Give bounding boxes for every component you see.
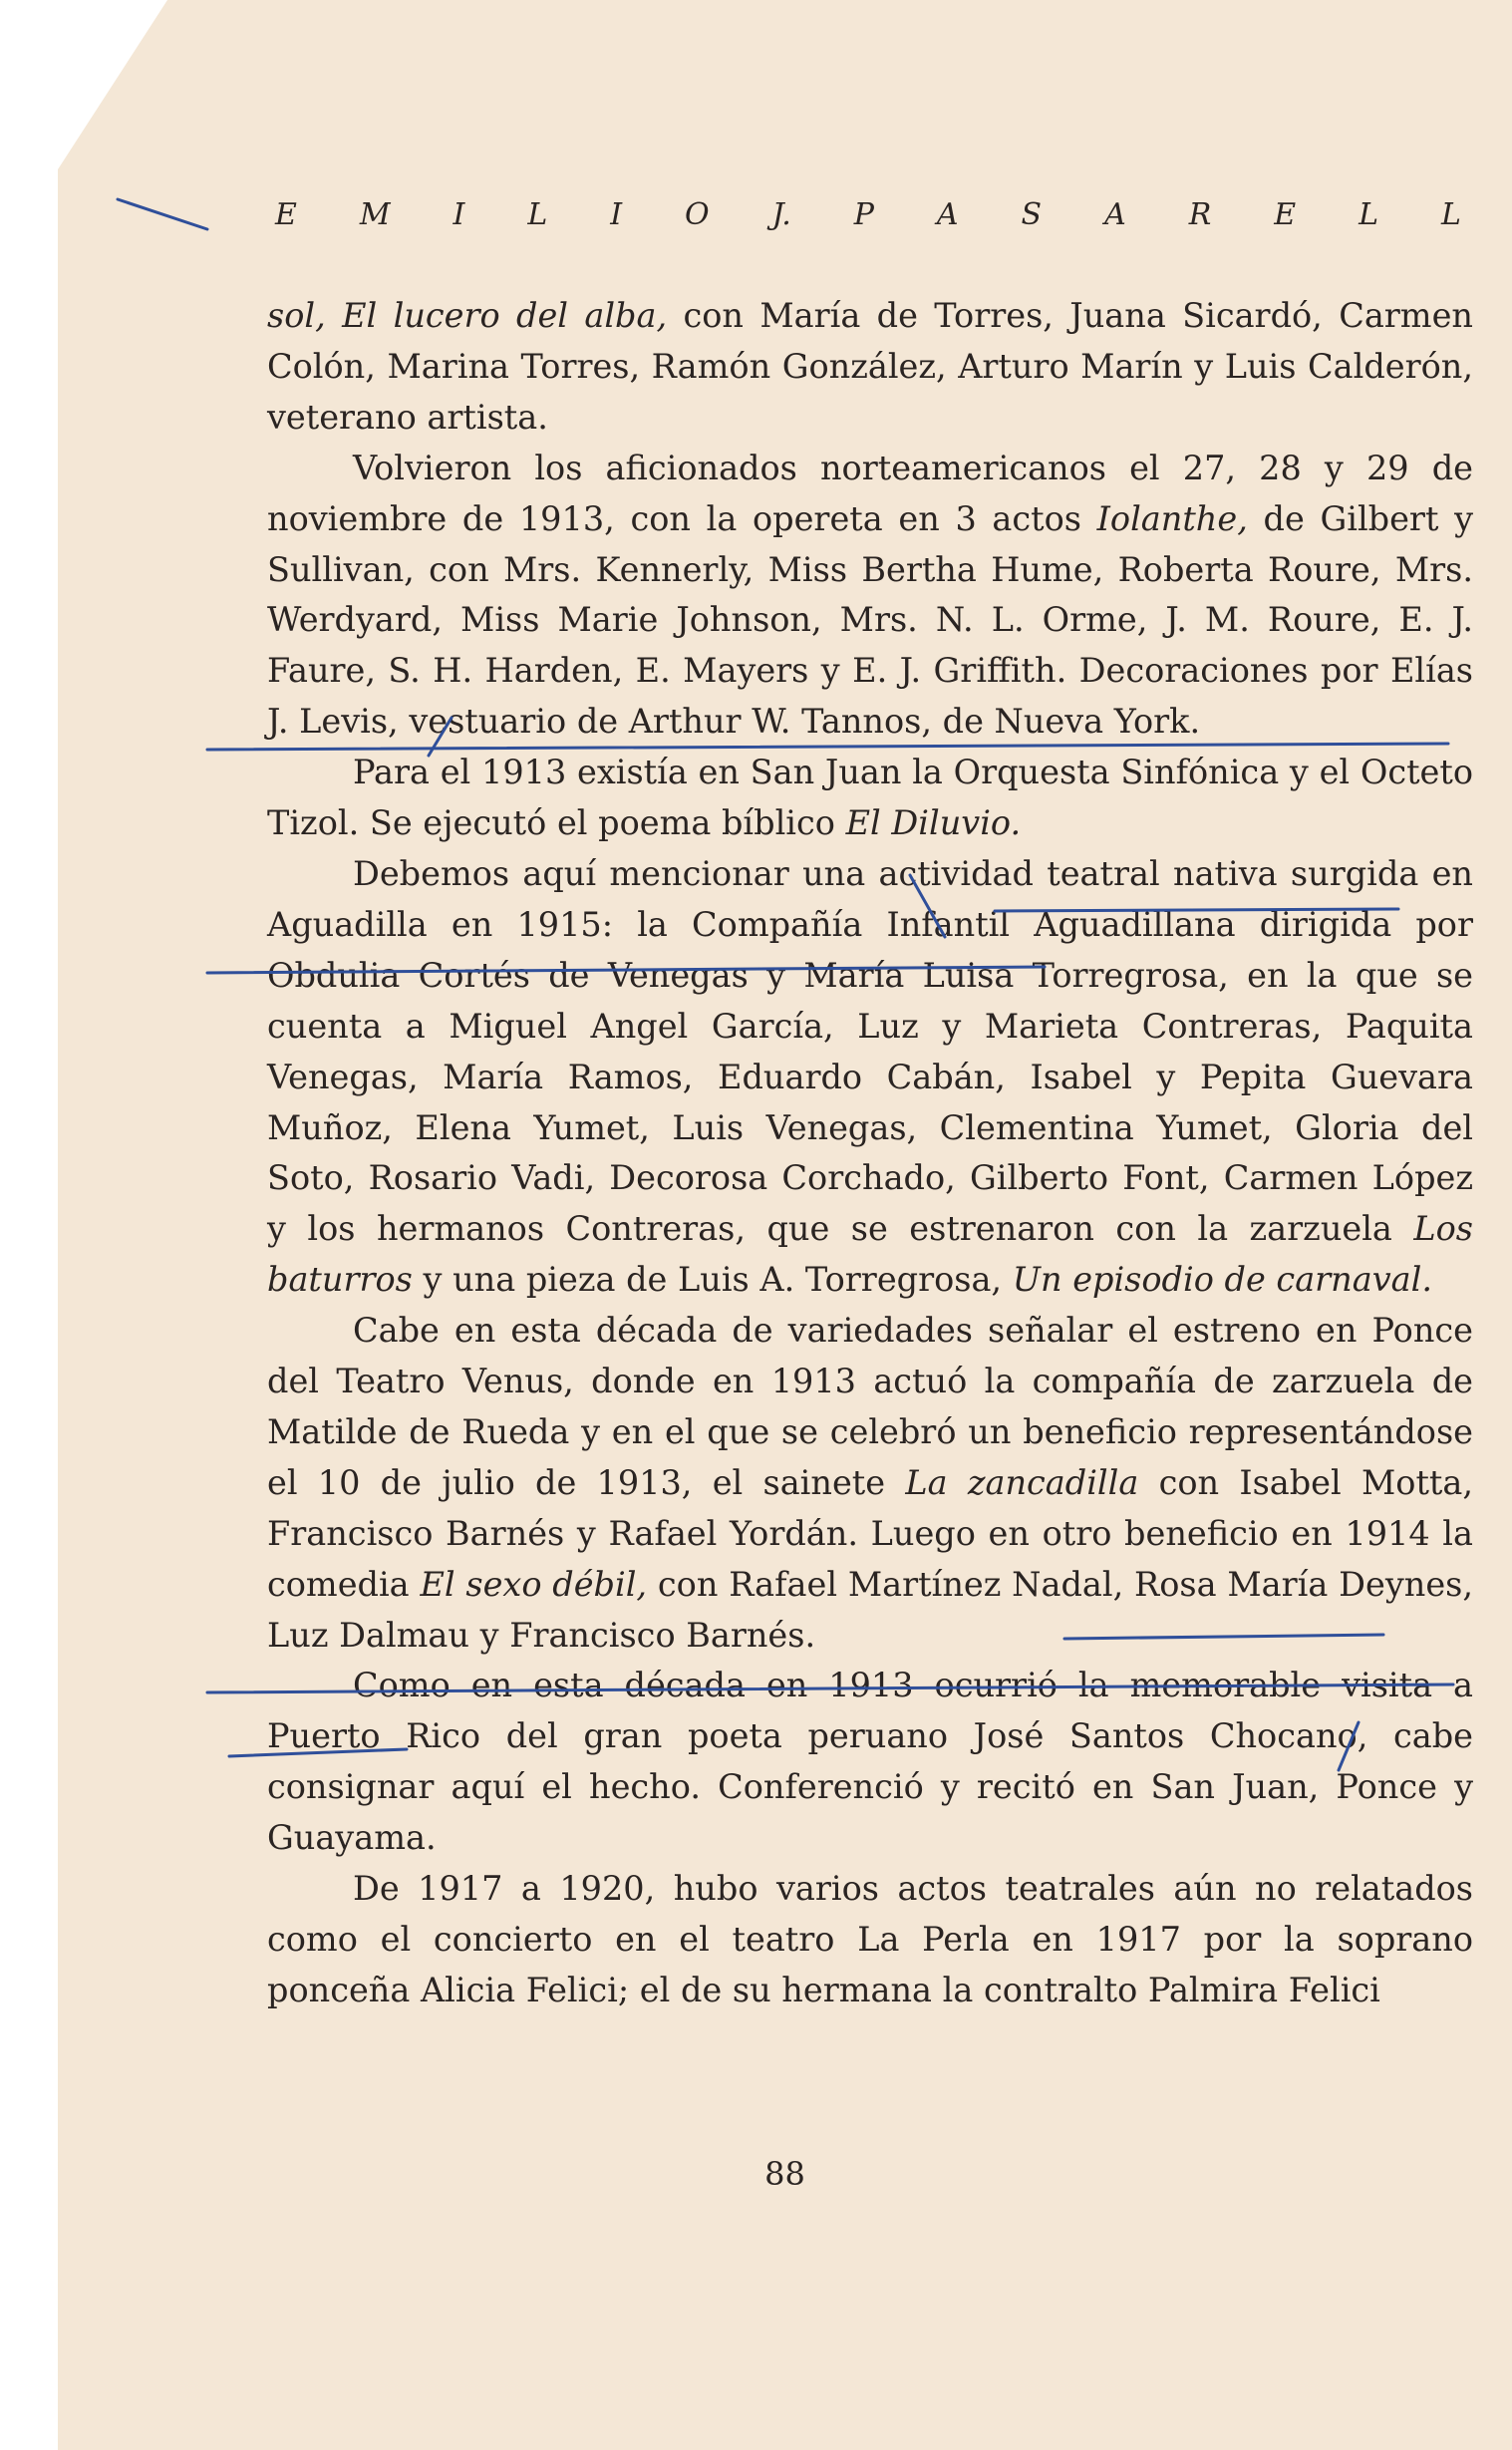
header-letter: J.	[771, 197, 791, 232]
header-letter: L	[527, 197, 548, 232]
header-letter: S	[1021, 197, 1043, 232]
book-page	[58, 0, 1512, 2450]
header-letter: A	[936, 197, 959, 232]
paragraph	[267, 444, 1473, 748]
text-run: de Gilbert y Sullivan, con Mrs. Kennerly, Miss Bertha Hume, Roberta Roure, Mrs. Werdyard, Miss Marie Johnson, Mrs. N. L. Orme, J. M. Roure, E. J. Faure, S. H. Harden, E. Mayers y E. J. Griffith. Decoraciones por Elías J. Levis, vestuario de Arthur W. Tannos, de Nueva York.	[267, 498, 1474, 742]
paragraph	[267, 291, 1473, 444]
page-number: 88	[764, 2155, 805, 2193]
text-run: Volvieron los aficionados norteamericanos el 27, 28 y 29 de noviembre de 1913, con la opereta en 3 actos	[267, 448, 1473, 538]
paragraph	[267, 849, 1473, 1306]
header-letter: L	[1440, 197, 1461, 232]
text-run: con María de Torres, Juana Sicardó, Carmen Colón, Marina Torres, Ramón González, Arturo Marín y Luis Calderón, veterano artista.	[267, 296, 1473, 437]
running-header	[275, 197, 1461, 232]
header-letter: A	[1104, 197, 1126, 232]
header-letter: R	[1188, 197, 1212, 232]
text-run: De 1917 a 1920, hubo varios actos teatrales aún no relatados como el concierto en el teatro La Perla en 1917 por la soprano ponceña Alicia Felici; el de su hermana la contralto Palmira Felici	[267, 1869, 1473, 2009]
paragraph	[267, 1864, 1473, 2016]
header-letter: I	[453, 197, 465, 232]
header-letter: E	[1274, 197, 1297, 232]
text-run: y una pieza de Luis A. Torregrosa,	[412, 1260, 1013, 1300]
text-run: Cabe en esta década de variedades señalar el estreno en Ponce del Teatro Venus, donde en 1913 actuó la compañía de zarzuela de Matilde de Rueda y en el que se celebró un beneficio representándose el 10 de julio de 1913, el sainete	[267, 1311, 1473, 1502]
italic-title: Los baturros	[267, 1209, 1473, 1300]
header-letter: L	[1359, 197, 1379, 232]
header-letter: O	[685, 197, 710, 232]
paragraph	[267, 1661, 1473, 1864]
italic-title: sol, El lucero del alba,	[267, 296, 668, 335]
italic-title: Iolanthe,	[1096, 498, 1248, 538]
pen-stroke	[118, 199, 207, 229]
text-run: Para el 1913 existía en San Juan la Orquesta Sinfónica y el Octeto Tizol. Se ejecutó el poema bíblico	[267, 753, 1473, 843]
text-run: Como en esta década en 1913 ocurrió la memorable visita a Puerto Rico del gran poeta peruano José Santos Chocano, cabe consignar aquí el hecho. Conferenció y recitó en San Juan, Ponce y Guayama.	[267, 1666, 1473, 1858]
header-letter: P	[853, 197, 874, 232]
body-text	[267, 291, 1473, 2016]
italic-title: El Diluvio.	[845, 803, 1022, 843]
italic-title: La zancadilla	[905, 1462, 1139, 1502]
header-letter: E	[275, 197, 297, 232]
folded-corner	[58, 0, 167, 169]
text-run: Debemos aquí mencionar una actividad teatral nativa surgida en Aguadilla en 1915: la Compañía Infantil Aguadillana dirigida por Obdulia Cortés de Venegas y María Luisa Torregrosa, en la que se cuenta a Miguel Angel García, Luz y Marieta Contreras, Paquita Venegas, María Ramos, Eduardo Cabán, Isabel y Pepita Guevara Muñoz, Elena Yumet, Luis Venegas, Clementina Yumet, Gloria del Soto, Rosario Vadi, Decorosa Corchado, Gilberto Font, Carmen López y los hermanos Contreras, que se estrenaron con la zarzuela	[267, 853, 1473, 1249]
paragraph	[267, 748, 1473, 849]
header-letter: M	[359, 197, 391, 232]
italic-title: El sexo débil,	[420, 1564, 648, 1604]
text-run: con Rafael Martínez Nadal, Rosa María Deynes, Luz Dalmau y Francisco Barnés.	[267, 1564, 1473, 1655]
paragraph	[267, 1306, 1473, 1661]
header-letter: I	[610, 197, 623, 232]
text-run: con Isabel Motta, Francisco Barnés y Rafael Yordán. Luego en otro beneficio en 1914 la comedia	[267, 1462, 1473, 1604]
italic-title: Un episodio de carnaval.	[1012, 1260, 1432, 1300]
